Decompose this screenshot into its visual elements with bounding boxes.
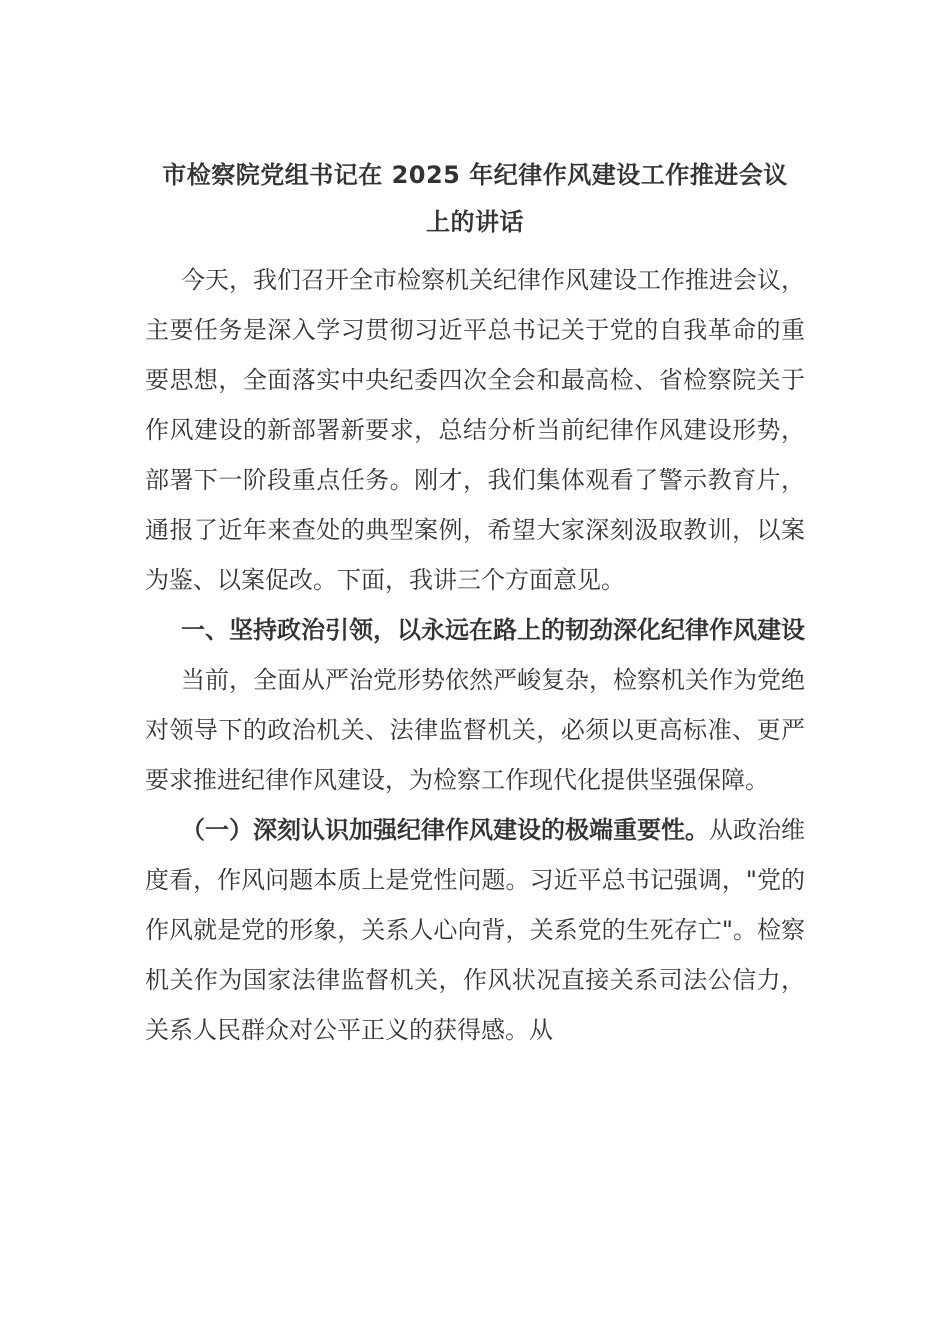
- intro-paragraph: 今天，我们召开全市检察机关纪律作风建设工作推进会议，主要任务是深入学习贯彻习近平总书记关于党的自我革命的重要思想，全面落实中央纪委四次全会和最高检、省检察院关于作风建设的新部署新要求，总结分析当前纪律作风建设形势，部署下一阶段重点任务。刚才，我们集体观看了警示教育片，通报了近年来查处的典型案例，希望大家深刻汲取教训，以案为鉴、以案促改。下面，我讲三个方面意见。: [145, 266, 805, 594]
- section-1-heading: 一、坚持政治引领，以永远在路上的韧劲深化纪律作风建设: [181, 616, 805, 644]
- subsection-1-heading: （一）深刻认识加强纪律作风建设的极端重要性。: [181, 816, 709, 844]
- document-title: [145, 152, 805, 246]
- subsection-1-text: 从政治维度看，作风问题本质上是党性问题。习近平总书记强调，"党的作风就是党的形象，关系人心向背，关系党的生死存亡"。检察机关作为国家法律监督机关，作风状况直接关系司法公信力，关系人民群众对公平正义的获得感。从: [145, 816, 805, 1044]
- document-content: [145, 152, 805, 1055]
- section-1-paragraph: 当前，全面从严治党形势依然严峻复杂，检察机关作为党绝对领导下的政治机关、法律监督机关，必须以更高标准、更严要求推进纪律作风建设，为检察工作现代化提供坚强保障。: [145, 666, 805, 794]
- title-line-2: 上的讲话: [426, 208, 524, 236]
- subsection-1-paragraph: [145, 805, 805, 1055]
- title-line-1: 市检察院党组书记在 2025 年纪律作风建设工作推进会议: [162, 161, 788, 189]
